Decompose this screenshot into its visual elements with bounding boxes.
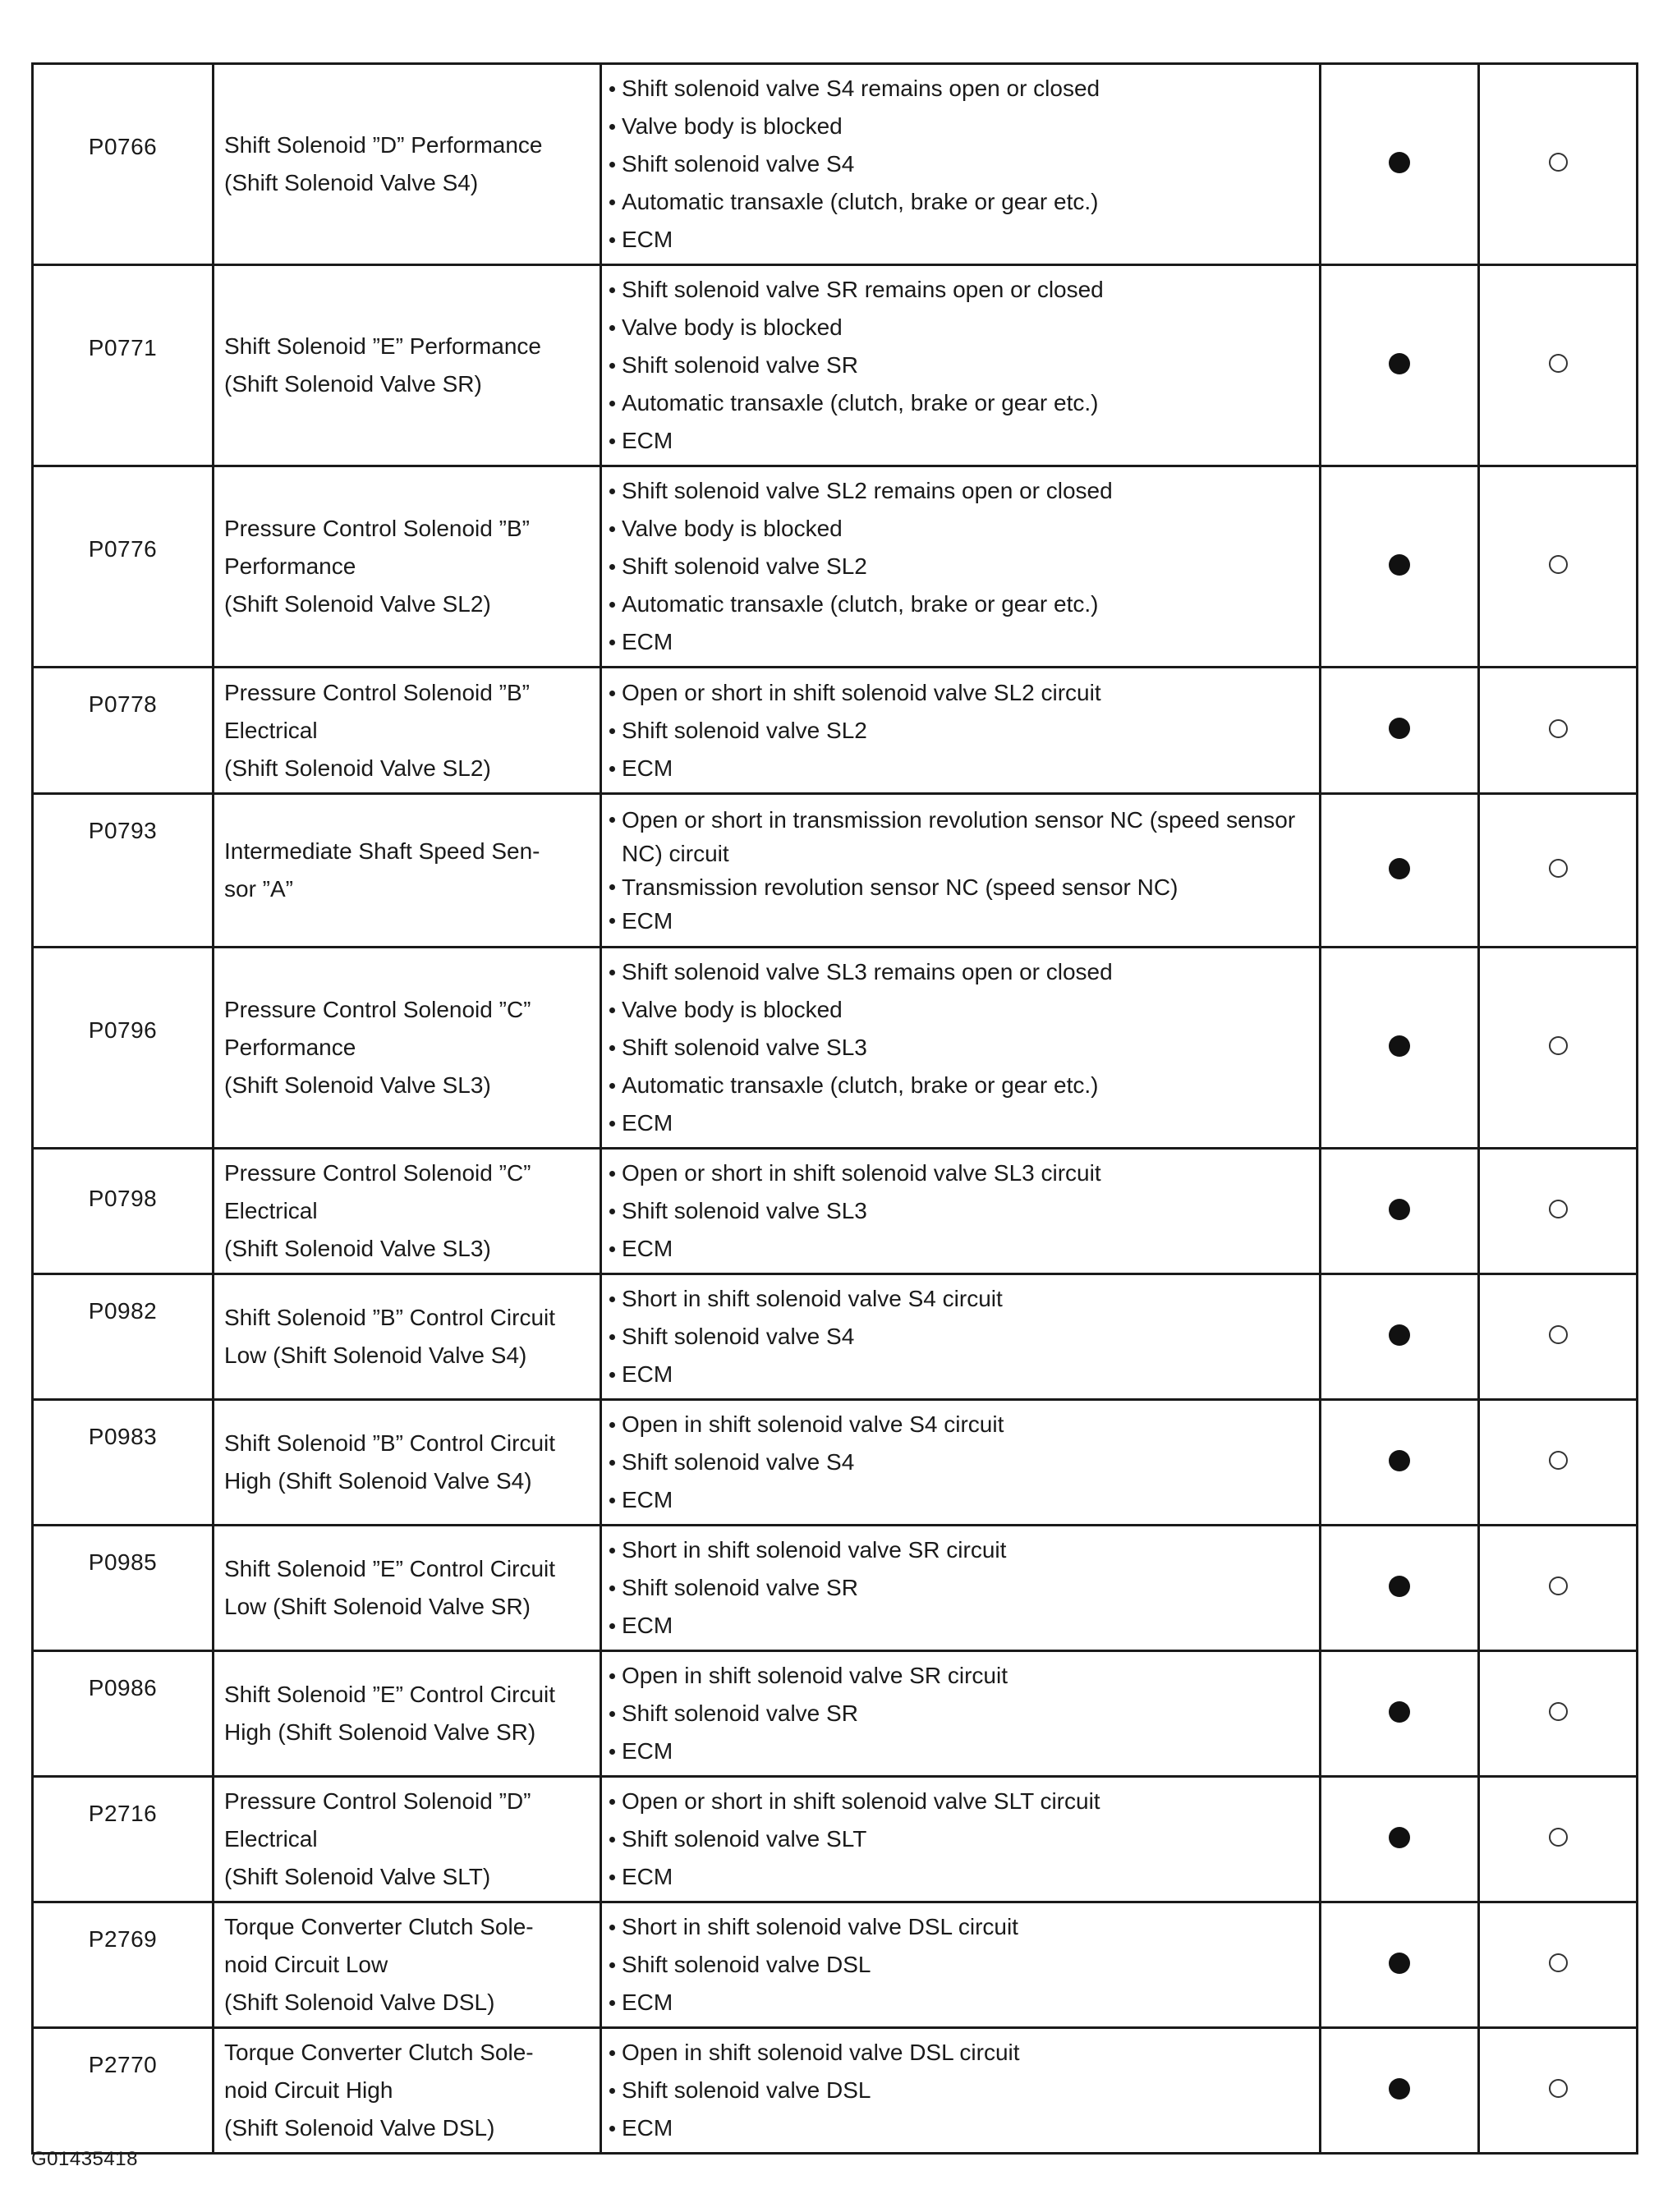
detection-item: [214, 265, 601, 466]
trouble-area-item: Shift solenoid valve DSL: [609, 1946, 1311, 1984]
trouble-area-item: Short in shift solenoid valve DSL circuit: [609, 1908, 1311, 1946]
trouble-area: [601, 1526, 1321, 1651]
detection-item: [214, 2028, 601, 2154]
detection-item-line: Performance: [224, 1035, 356, 1060]
dtc-code: P0771: [33, 265, 214, 466]
detection-item: [214, 466, 601, 668]
detection-item-line: (Shift Solenoid Valve S4): [224, 170, 479, 195]
detection-item-line: Pressure Control Solenoid ”B”: [224, 679, 530, 705]
dtc-code: P0796: [33, 948, 214, 1149]
dtc-code: P0778: [33, 668, 214, 794]
open-circle-icon: [1549, 1576, 1568, 1595]
detection-item-line: (Shift Solenoid Valve SR): [224, 371, 482, 397]
trouble-area-item: Open in shift solenoid valve SR circuit: [609, 1657, 1311, 1695]
trouble-area-item: Shift solenoid valve SR: [609, 346, 1311, 384]
mil-cell: [1321, 1777, 1479, 1902]
memory-cell: [1479, 794, 1638, 948]
detection-item-line: Pressure Control Solenoid ”C”: [224, 1160, 531, 1186]
dtc-code: P2769: [33, 1902, 214, 2028]
table-row: [33, 2028, 1638, 2154]
trouble-area-item: Open in shift solenoid valve S4 circuit: [609, 1406, 1311, 1443]
trouble-area-item: Valve body is blocked: [609, 108, 1311, 145]
dtc-code: P0776: [33, 466, 214, 668]
memory-cell: [1479, 668, 1638, 794]
detection-item-line: Electrical: [224, 717, 318, 743]
detection-item: [214, 668, 601, 794]
trouble-area-item: ECM: [609, 2109, 1311, 2147]
trouble-area-item: ECM: [609, 904, 1311, 938]
table-row: [33, 794, 1638, 948]
dtc-code: P2716: [33, 1777, 214, 1902]
trouble-area-item: Valve body is blocked: [609, 510, 1311, 548]
detection-item-line: (Shift Solenoid Valve SL2): [224, 591, 491, 617]
detection-item-line: noid Circuit Low: [224, 1952, 388, 1977]
table-row: [33, 64, 1638, 265]
mil-cell: [1321, 1902, 1479, 2028]
detection-item-line: Torque Converter Clutch Sole-: [224, 2040, 534, 2065]
detection-item-line: Low (Shift Solenoid Valve S4): [224, 1342, 527, 1368]
open-circle-icon: [1549, 1828, 1568, 1847]
detection-item-line: Pressure Control Solenoid ”D”: [224, 1788, 531, 1814]
trouble-area-item: ECM: [609, 1104, 1311, 1142]
dtc-code: P0982: [33, 1274, 214, 1400]
detection-item-line: High (Shift Solenoid Valve SR): [224, 1719, 536, 1745]
trouble-area: [601, 64, 1321, 265]
trouble-area-item: Short in shift solenoid valve SR circuit: [609, 1531, 1311, 1569]
detection-item: [214, 1274, 601, 1400]
trouble-area-item: Shift solenoid valve SL3 remains open or closed: [609, 953, 1311, 991]
memory-cell: [1479, 1777, 1638, 1902]
detection-item-line: (Shift Solenoid Valve SL3): [224, 1236, 491, 1261]
trouble-area-item: Automatic transaxle (clutch, brake or gear etc.): [609, 384, 1311, 422]
open-circle-icon: [1549, 354, 1568, 373]
detection-item: [214, 948, 601, 1149]
trouble-area-item: ECM: [609, 422, 1311, 460]
table-row: [33, 1902, 1638, 2028]
mil-cell: [1321, 668, 1479, 794]
detection-item-line: High (Shift Solenoid Valve S4): [224, 1468, 532, 1494]
dtc-code: P0983: [33, 1400, 214, 1526]
memory-cell: [1479, 265, 1638, 466]
detection-item-line: sor ”A”: [224, 876, 293, 902]
trouble-area-item: ECM: [609, 221, 1311, 259]
detection-item: [214, 1526, 601, 1651]
detection-item-line: Torque Converter Clutch Sole-: [224, 1914, 534, 1939]
trouble-area-item: ECM: [609, 1481, 1311, 1519]
filled-circle-icon: [1389, 858, 1410, 879]
detection-item-line: (Shift Solenoid Valve SL3): [224, 1072, 491, 1098]
detection-item-line: Performance: [224, 553, 356, 579]
trouble-area: [601, 466, 1321, 668]
trouble-area-item: Shift solenoid valve SL2: [609, 548, 1311, 585]
trouble-area-item: Automatic transaxle (clutch, brake or gear etc.): [609, 1067, 1311, 1104]
detection-item-line: Shift Solenoid ”E” Control Circuit: [224, 1556, 556, 1581]
memory-cell: [1479, 64, 1638, 265]
trouble-area-item: Open or short in transmission revolution sensor NC (speed sensor NC) circuit: [609, 803, 1311, 870]
filled-circle-icon: [1389, 718, 1410, 739]
dtc-code: P2770: [33, 2028, 214, 2154]
trouble-area-item: Open or short in shift solenoid valve SL2 circuit: [609, 674, 1311, 712]
open-circle-icon: [1549, 1036, 1568, 1055]
dtc-code: P0798: [33, 1149, 214, 1274]
mil-cell: [1321, 265, 1479, 466]
trouble-area: [601, 265, 1321, 466]
memory-cell: [1479, 1274, 1638, 1400]
trouble-area-item: Automatic transaxle (clutch, brake or gear etc.): [609, 585, 1311, 623]
filled-circle-icon: [1389, 1199, 1410, 1220]
open-circle-icon: [1549, 1953, 1568, 1972]
detection-item: [214, 1777, 601, 1902]
trouble-area-item: Shift solenoid valve S4: [609, 145, 1311, 183]
detection-item-line: (Shift Solenoid Valve SLT): [224, 1864, 491, 1889]
mil-cell: [1321, 1526, 1479, 1651]
trouble-area: [601, 1902, 1321, 2028]
memory-cell: [1479, 1902, 1638, 2028]
trouble-area-item: Shift solenoid valve DSL: [609, 2072, 1311, 2109]
open-circle-icon: [1549, 719, 1568, 738]
open-circle-icon: [1549, 153, 1568, 172]
trouble-area-item: Valve body is blocked: [609, 309, 1311, 346]
table-row: [33, 1777, 1638, 1902]
detection-item: [214, 64, 601, 265]
detection-item-line: Shift Solenoid ”B” Control Circuit: [224, 1305, 556, 1330]
filled-circle-icon: [1389, 1450, 1410, 1471]
trouble-area-item: Shift solenoid valve S4: [609, 1443, 1311, 1481]
table-row: [33, 1526, 1638, 1651]
detection-item-line: Pressure Control Solenoid ”B”: [224, 516, 530, 541]
mil-cell: [1321, 2028, 1479, 2154]
trouble-area: [601, 794, 1321, 948]
trouble-area-item: Open or short in shift solenoid valve SL3 circuit: [609, 1154, 1311, 1192]
filled-circle-icon: [1389, 1953, 1410, 1974]
trouble-area-item: Open or short in shift solenoid valve SLT circuit: [609, 1783, 1311, 1820]
mil-cell: [1321, 794, 1479, 948]
trouble-area-item: Transmission revolution sensor NC (speed sensor NC): [609, 870, 1311, 904]
table-row: [33, 1149, 1638, 1274]
filled-circle-icon: [1389, 152, 1410, 173]
memory-cell: [1479, 1526, 1638, 1651]
mil-cell: [1321, 466, 1479, 668]
mil-cell: [1321, 1400, 1479, 1526]
filled-circle-icon: [1389, 1324, 1410, 1346]
detection-item-line: Shift Solenoid ”D” Performance: [224, 132, 543, 158]
open-circle-icon: [1549, 1702, 1568, 1721]
memory-cell: [1479, 466, 1638, 668]
detection-item-line: Shift Solenoid ”B” Control Circuit: [224, 1430, 556, 1456]
trouble-area-item: Shift solenoid valve SL3: [609, 1029, 1311, 1067]
mil-cell: [1321, 64, 1479, 265]
dtc-code: P0793: [33, 794, 214, 948]
table-row: [33, 948, 1638, 1149]
trouble-area-item: ECM: [609, 1984, 1311, 2022]
filled-circle-icon: [1389, 1576, 1410, 1597]
dtc-code: P0985: [33, 1526, 214, 1651]
filled-circle-icon: [1389, 353, 1410, 374]
trouble-area-item: ECM: [609, 1858, 1311, 1896]
trouble-area: [601, 1149, 1321, 1274]
detection-item: [214, 1902, 601, 2028]
detection-item: [214, 1149, 601, 1274]
detection-item-line: Electrical: [224, 1826, 318, 1852]
mil-cell: [1321, 1274, 1479, 1400]
trouble-area-item: Open in shift solenoid valve DSL circuit: [609, 2034, 1311, 2072]
trouble-area: [601, 1400, 1321, 1526]
trouble-area-item: Shift solenoid valve SL2: [609, 712, 1311, 750]
trouble-area-item: Shift solenoid valve SL3: [609, 1192, 1311, 1230]
trouble-area: [601, 2028, 1321, 2154]
trouble-area: [601, 1274, 1321, 1400]
dtc-code: P0766: [33, 64, 214, 265]
trouble-area: [601, 668, 1321, 794]
detection-item-line: Shift Solenoid ”E” Control Circuit: [224, 1682, 556, 1707]
memory-cell: [1479, 1651, 1638, 1777]
trouble-area-item: Shift solenoid valve S4 remains open or closed: [609, 70, 1311, 108]
table-row: [33, 1400, 1638, 1526]
mil-cell: [1321, 1651, 1479, 1777]
trouble-area-item: ECM: [609, 750, 1311, 787]
detection-item-line: (Shift Solenoid Valve SL2): [224, 755, 491, 781]
open-circle-icon: [1549, 1200, 1568, 1218]
memory-cell: [1479, 1400, 1638, 1526]
trouble-area-item: Shift solenoid valve SR remains open or closed: [609, 271, 1311, 309]
table-row: [33, 1651, 1638, 1777]
trouble-area-item: Shift solenoid valve SR: [609, 1695, 1311, 1732]
detection-item-line: Intermediate Shaft Speed Sen-: [224, 838, 540, 864]
detection-item-line: (Shift Solenoid Valve DSL): [224, 1989, 495, 2015]
trouble-area-item: Shift solenoid valve SLT: [609, 1820, 1311, 1858]
trouble-area-item: ECM: [609, 1230, 1311, 1268]
detection-item-line: noid Circuit High: [224, 2077, 393, 2103]
trouble-area-item: Automatic transaxle (clutch, brake or gear etc.): [609, 183, 1311, 221]
trouble-area-item: ECM: [609, 1607, 1311, 1645]
open-circle-icon: [1549, 2079, 1568, 2098]
trouble-area-item: ECM: [609, 1732, 1311, 1770]
filled-circle-icon: [1389, 1701, 1410, 1723]
filled-circle-icon: [1389, 1035, 1410, 1057]
trouble-area: [601, 1651, 1321, 1777]
trouble-area: [601, 948, 1321, 1149]
open-circle-icon: [1549, 859, 1568, 878]
detection-item-line: Shift Solenoid ”E” Performance: [224, 333, 541, 359]
trouble-area-item: Valve body is blocked: [609, 991, 1311, 1029]
trouble-area-item: ECM: [609, 623, 1311, 661]
detection-item-line: Low (Shift Solenoid Valve SR): [224, 1594, 531, 1619]
detection-item-line: (Shift Solenoid Valve DSL): [224, 2115, 495, 2141]
trouble-area-item: Shift solenoid valve S4: [609, 1318, 1311, 1356]
open-circle-icon: [1549, 1325, 1568, 1344]
figure-code: G01435418: [31, 2148, 138, 2170]
dtc-code: P0986: [33, 1651, 214, 1777]
trouble-area: [601, 1777, 1321, 1902]
detection-item: [214, 1400, 601, 1526]
dtc-table: [31, 62, 1638, 2155]
memory-cell: [1479, 1149, 1638, 1274]
detection-item: [214, 794, 601, 948]
trouble-area-item: Shift solenoid valve SL2 remains open or closed: [609, 472, 1311, 510]
table-row: [33, 265, 1638, 466]
filled-circle-icon: [1389, 2078, 1410, 2100]
detection-item: [214, 1651, 601, 1777]
memory-cell: [1479, 2028, 1638, 2154]
filled-circle-icon: [1389, 554, 1410, 576]
mil-cell: [1321, 1149, 1479, 1274]
open-circle-icon: [1549, 555, 1568, 574]
memory-cell: [1479, 948, 1638, 1149]
mil-cell: [1321, 948, 1479, 1149]
detection-item-line: Pressure Control Solenoid ”C”: [224, 997, 531, 1022]
dtc-table-body: [33, 64, 1638, 2154]
open-circle-icon: [1549, 1451, 1568, 1470]
table-row: [33, 1274, 1638, 1400]
detection-item-line: Electrical: [224, 1198, 318, 1223]
table-row: [33, 668, 1638, 794]
trouble-area-item: Short in shift solenoid valve S4 circuit: [609, 1280, 1311, 1318]
trouble-area-item: Shift solenoid valve SR: [609, 1569, 1311, 1607]
filled-circle-icon: [1389, 1827, 1410, 1848]
trouble-area-item: ECM: [609, 1356, 1311, 1393]
table-row: [33, 466, 1638, 668]
